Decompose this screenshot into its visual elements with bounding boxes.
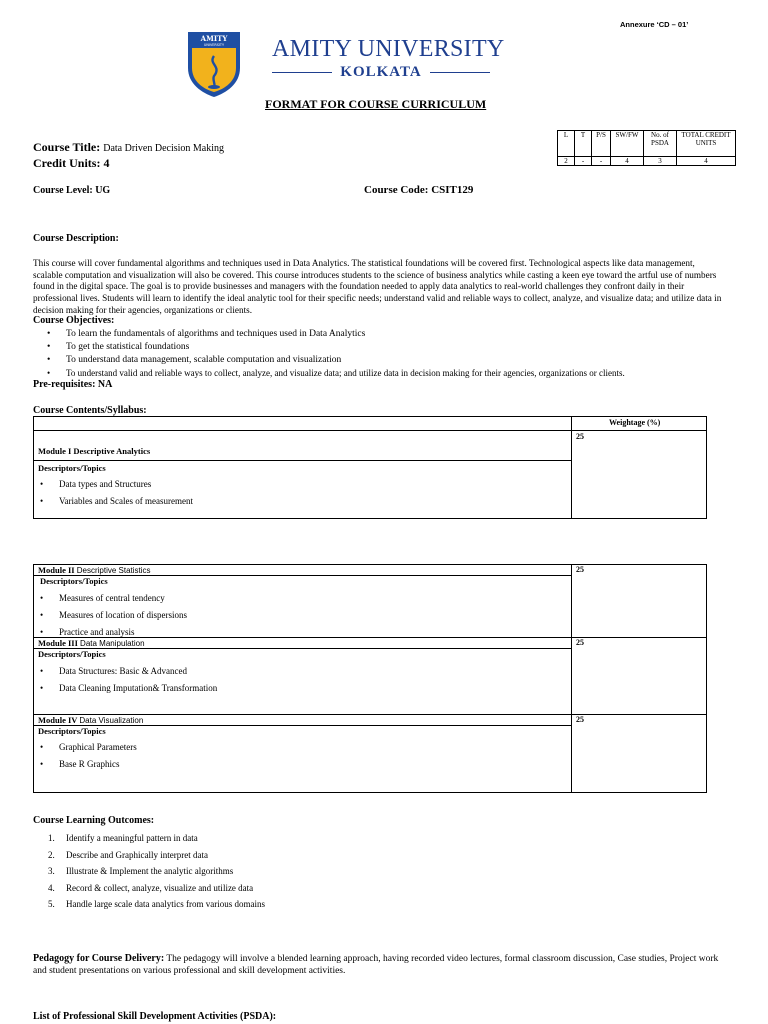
university-logo	[186, 30, 242, 98]
descriptors-label: Descriptors/Topics	[38, 726, 106, 736]
list-number: 4.	[48, 882, 55, 893]
list-item: • To get the statistical foundations	[33, 341, 743, 354]
list-item: • Base R Graphics	[26, 756, 546, 773]
university-campus	[272, 64, 490, 81]
pedagogy-text: The pedagogy will involve a blended learning approach, having recorded video lectures, formal classroom discussion, Case studies, Project work and student presentations on various professional and skill development activities.	[33, 954, 719, 976]
module-title	[38, 715, 143, 725]
module-weight: 25	[576, 565, 584, 574]
objectives-heading: Course Objectives:	[33, 315, 115, 326]
syllabus-heading: Course Contents/Syllabus:	[33, 405, 147, 416]
campus-rule-right	[430, 72, 490, 73]
learning-outcomes-list	[33, 830, 265, 913]
table-header-cell: SW/FW	[611, 131, 644, 157]
module-title	[38, 638, 145, 648]
list-text: Record & collect, analyze, visualize and utilize data	[66, 882, 254, 893]
table-header-cell: L	[558, 131, 575, 157]
list-text: Identify a meaningful pattern in data	[66, 833, 198, 843]
pedagogy-label: Pedagogy for Course Delivery:	[33, 953, 165, 964]
row-divider	[33, 460, 571, 461]
module-subtitle: Descriptive Statistics	[76, 566, 151, 575]
list-item	[33, 863, 265, 880]
descriptors-label: Descriptors/Topics	[38, 649, 106, 659]
module-title: Module I Descriptive Analytics	[38, 446, 151, 456]
list-item: • Measures of location of dispersions	[26, 607, 546, 624]
table-cell: 4	[611, 157, 644, 166]
list-text: Describe and Graphically interpret data	[66, 849, 208, 860]
module-title	[38, 565, 151, 575]
list-text: Handle large scale data analytics from various domains	[66, 899, 266, 909]
module-number: Module II	[38, 565, 75, 575]
prerequisites: Pre-requisites: NA	[33, 379, 113, 390]
table-header-cell: P/S	[592, 131, 611, 157]
column-divider	[571, 416, 572, 519]
list-item: • Graphical Parameters	[26, 739, 546, 756]
module-topics	[26, 739, 546, 773]
course-title-value: Data Driven Decision Making	[103, 143, 225, 154]
annexure-label: Annexure ‘CD – 01’	[620, 20, 689, 29]
descriptors-label: Descriptors/Topics	[40, 576, 108, 586]
list-item	[33, 896, 265, 913]
table-row	[558, 157, 736, 166]
list-number: 3.	[48, 866, 55, 876]
psda-heading: List of Professional Skill Development Activities (PSDA):	[33, 1011, 277, 1022]
table-header-row	[558, 131, 736, 157]
list-item: • Data Structures: Basic & Advanced	[26, 663, 546, 680]
module-topics	[26, 476, 546, 510]
credit-units: Credit Units: 4	[33, 156, 110, 170]
list-text: Illustrate & Implement the analytic algorithms	[66, 866, 234, 876]
table-cell: -	[592, 157, 611, 166]
campus-name: KOLKATA	[340, 64, 422, 80]
module-topics	[26, 663, 546, 697]
module-weight: 25	[576, 638, 584, 647]
university-name: AMITY UNIVERSITY	[272, 36, 505, 62]
course-code: Course Code: CSIT129	[364, 184, 474, 196]
table-cell: 3	[644, 157, 677, 166]
table-cell: 4	[677, 157, 736, 166]
list-item: • To learn the fundamentals of algorithms and techniques used in Data Analytics	[33, 328, 743, 341]
descriptors-label: Descriptors/Topics	[38, 463, 106, 473]
row-divider	[33, 430, 707, 431]
weightage-header: Weightage (%)	[609, 418, 661, 427]
table-cell: 2	[558, 157, 575, 166]
credit-structure-table	[557, 130, 736, 166]
list-item: • Practice and analysis	[26, 624, 546, 641]
module-number: Module IV	[38, 715, 78, 725]
course-title	[33, 140, 224, 155]
row-divider	[33, 725, 571, 726]
list-item	[33, 830, 265, 847]
list-item: • To understand data management, scalable computation and visualization	[33, 354, 743, 367]
objectives-list	[33, 328, 743, 380]
module-topics	[26, 590, 546, 641]
module-number: Module III	[38, 638, 78, 648]
course-title-label: Course Title:	[33, 140, 101, 154]
pedagogy-paragraph	[33, 953, 733, 977]
module-subtitle: Data Visualization	[79, 716, 144, 725]
learning-outcomes-heading: Course Learning Outcomes:	[33, 815, 155, 826]
campus-rule-left	[272, 72, 332, 73]
list-item: • To understand valid and reliable ways to collect, analyze, and visualize data; and utilize data in decision making for their agencies, organizations or clients.	[33, 367, 743, 380]
list-number: 1.	[48, 833, 55, 843]
list-item: • Data Cleaning Imputation& Transformation	[26, 680, 546, 697]
svg-text:UNIVERSITY: UNIVERSITY	[203, 43, 225, 47]
format-title: FORMAT FOR COURSE CURRICULUM	[265, 97, 487, 111]
list-number: 5.	[48, 899, 55, 909]
module-subtitle: Data Manipulation	[80, 639, 145, 648]
module-weight: 25	[576, 432, 584, 441]
table-header-cell: TOTAL CREDIT UNITS	[677, 131, 736, 157]
shield-logo-icon	[186, 30, 242, 98]
table-cell: -	[575, 157, 592, 166]
description-heading: Course Description:	[33, 233, 119, 244]
table-header-cell: No. of PSDA	[644, 131, 677, 157]
column-divider	[571, 564, 572, 793]
description-text: This course will cover fundamental algorithms and techniques used in Data Analytics. The statistical foundations will be covered first. Technological aspects like data management, scalable computation and visualization will also be covered. This course introduces students to the science of business analytics while casting a keen eye toward the artful use of numbers found in the digital space. The goal is to provide businesses and managers with the foundation needed to apply data analytics to real-world challenges they confront daily in their professional lives. Students will learn to identify the ideal analytic tool for their specific needs; understand valid and reliable ways to collect, analyze, and visualize data; and utilize data in decision making for their agencies, organizations or clients.	[33, 258, 722, 315]
course-level: Course Level: UG	[33, 185, 111, 196]
list-item: • Variables and Scales of measurement	[26, 493, 546, 510]
list-item	[33, 847, 265, 864]
svg-text:AMITY: AMITY	[200, 34, 228, 43]
list-item	[33, 880, 265, 897]
table-header-cell: T	[575, 131, 592, 157]
row-divider	[33, 648, 571, 649]
module-weight: 25	[576, 715, 584, 724]
list-item: • Data types and Structures	[26, 476, 546, 493]
row-divider	[33, 575, 571, 576]
list-number: 2.	[48, 849, 55, 860]
list-item: • Measures of central tendency	[26, 590, 546, 607]
